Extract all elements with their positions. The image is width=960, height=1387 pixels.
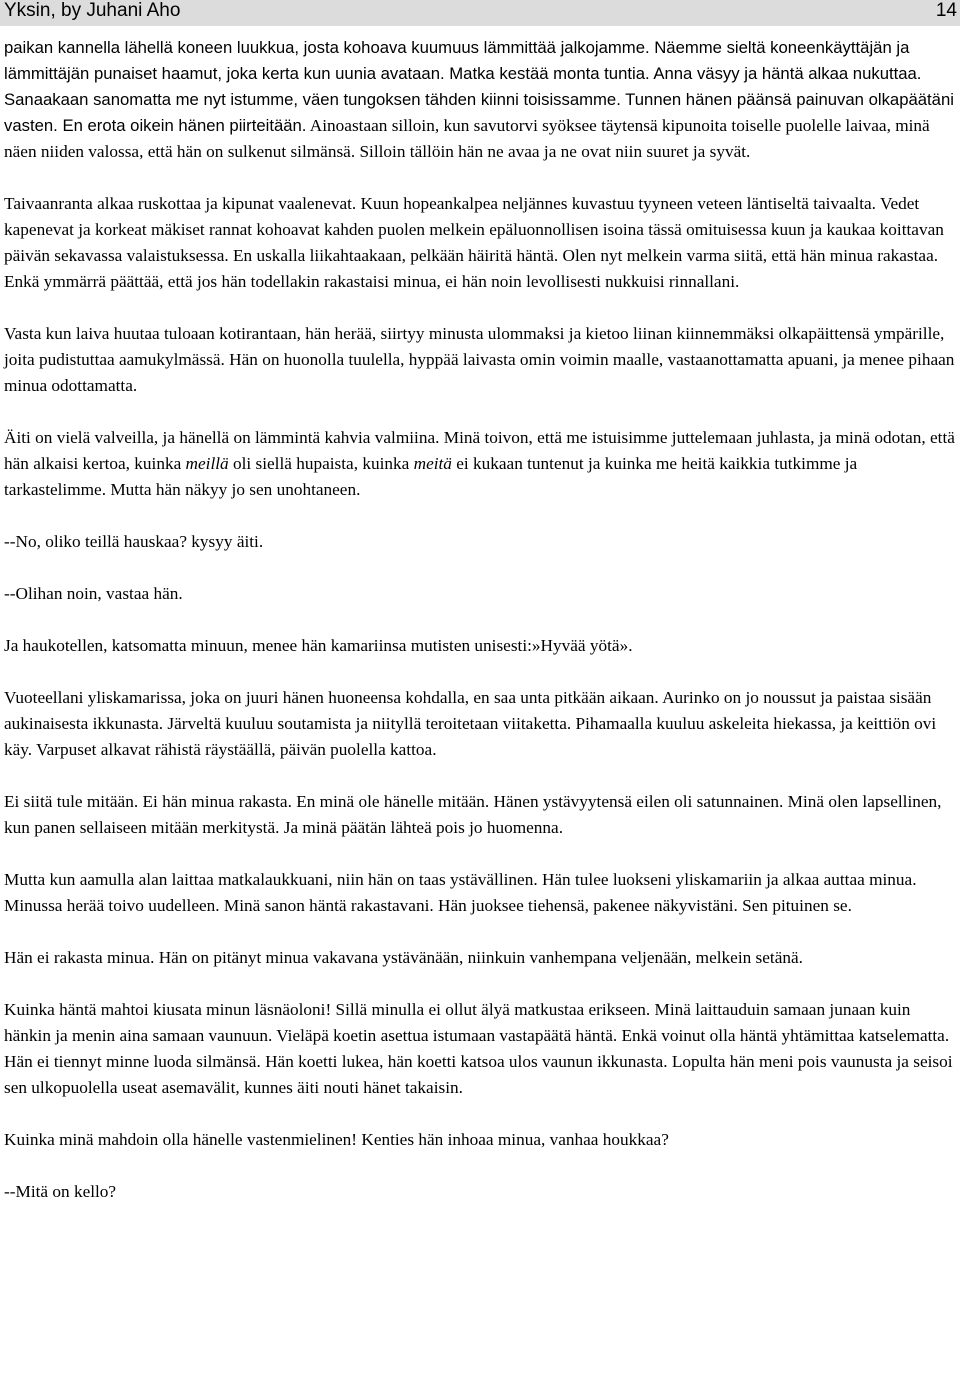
paragraph: --No, oliko teillä hauskaa? kysyy äiti. [4, 532, 264, 551]
book-title: Yksin, by Juhani Aho [4, 0, 181, 21]
emphasis: meillä [185, 454, 229, 473]
paragraph: Ja haukotellen, katsomatta minuun, menee hän kamariinsa mutisten unisesti:»Hyvää yötä». [4, 636, 633, 655]
book-text [4, 35, 958, 1205]
paragraph: Ei siitä tule mitään. Ei hän minua rakasta. En minä ole hänelle mitään. Hänen ystävyytensä eilen oli satunnainen. Minä olen lapsellinen, kun panen sellaiseen mitään merkitystä. Ja minä päätän lähteä pois jo huomenna. [4, 792, 942, 837]
paragraph-text-sans: paikan kannella lähellä koneen luukkua, josta kohoava kuumuus lämmittää jalkojamme. Näemme sieltä koneenkäyttäjän ja lämmittäjän punaiset haamut, joka kerta kun uunia avataan. Matka kestää monta tuntia. Anna väsyy ja häntä alkaa nukuttaa. Sanaakaan sanomatta me nyt istumme, väen tungoksen tähden kiinni toisissamme. Tunnen hänen päänsä painuvan olkapäätäni vasten. En erota oikein hänen piirteitään. [4, 38, 954, 135]
paragraph: --Mitä on kello? [4, 1182, 117, 1201]
paragraph: Kuinka häntä mahtoi kiusata minun läsnäoloni! Sillä minulla ei ollut älyä matkustaa erikseen. Minä laittauduin samaan junaan kuin hänkin ja menin aina samaan vaunuun. Vieläpä koetin asettua istumaan vastapäätä häntä. Enkä voinut olla häntä yhtämittaa katselematta. Hän ei tiennyt minne luoda silmänsä. Hän koetti lukea, hän koetti katsoa ulos vaunun ikkunasta. Lopulta hän meni pois vaunusta ja seisoi sen ulkopuolella useat asemavälit, kunnes äiti nouti hänet takaisin. [4, 1000, 953, 1097]
emphasis: meitä [413, 454, 452, 473]
paragraph: Vasta kun laiva huutaa tuloaan kotirantaan, hän herää, siirtyy minusta ulommaksi ja kietoo liinan kiinnemmäksi olkapäittensä ympärille, joita pudistuttaa aamukylmässä. Hän on huonolla tuulella, hyppää laivasta omin voimin maalle, vastaanottamatta apuani, ja menee pihaan minua odottamatta. [4, 324, 955, 395]
paragraph-text: oli siellä hupaista, kuinka [228, 454, 414, 473]
paragraph [4, 425, 958, 503]
paragraph: Taivaanranta alkaa ruskottaa ja kipunat vaalenevat. Kuun hopeankalpea neljännes kuvastuu tyyneen veteen läntiseltä taivaalta. Vedet kapenevat ja korkeat mäkiset rannat kohoavat kahden puolen melkein epäluonnollisen isoina tässä omituisessa kuun ja kaukaa koittavan päivän sekavassa valaistuksessa. En uskalla liikahtaakaan, pelkään häiritä häntä. Olen nyt melkein varma siitä, että hän minua rakastaa. Enkä ymmärrä päättää, että jos hän todellakin rakastaisi minua, ei hän noin levollisesti nukkuisi rinnallani. [4, 194, 944, 291]
paragraph: Kuinka minä mahdoin olla hänelle vastenmielinen! Kenties hän inhoaa minua, vanhaa houkkaa? [4, 1130, 669, 1149]
paragraph: --Olihan noin, vastaa hän. [4, 584, 183, 603]
paragraph: Vuoteellani yliskamarissa, joka on juuri hänen huoneensa kohdalla, en saa unta pitkään aikaan. Aurinko on jo noussut ja paistaa sisään aukinaisesta ikkunasta. Järveltä kuuluu soutamista ja niityllä teroitetaan viitaketta. Pihamaalla kuuluu askeleita hiekassa, ja keittiön ovi käy. Varpuset alkavat rähistä räystäällä, päivän puolella kattoa. [4, 688, 937, 759]
page-number: 14 [935, 0, 957, 21]
paragraph-text: ei kukaan tuntenut ja kuinka me heitä kaikkia tutkimme ja tarkastelimme. Mutta hän näkyy jo sen unohtaneen. [4, 454, 858, 499]
paragraph-text: Ainoastaan silloin, kun savutorvi syöksee täytensä kipunoita toiselle puolelle laivaa, minä näen niiden valossa, että hän on sulkenut silmänsä. Silloin tällöin hän ne avaa ja ne ovat niin suuret ja syvät. [4, 116, 930, 161]
paragraph-text: Äiti on vielä valveilla, ja hänellä on lämmintä kahvia valmiina. Minä toivon, että me istuisimme juttelemaan juhlasta, ja minä odotan, että hän alkaisi kertoa, kuinka [4, 428, 955, 473]
paragraph [4, 35, 958, 165]
paragraph: Mutta kun aamulla alan laittaa matkalaukkuani, niin hän on taas ystävällinen. Hän tulee luokseni yliskamariin ja alkaa auttaa minua. Minussa herää toivo uudelleen. Minä sanon häntä rakastavani. Hän juoksee tiehensä, pakenee näkyvistäni. Sen pituinen se. [4, 870, 917, 915]
page-header [0, 0, 960, 26]
paragraph: Hän ei rakasta minua. Hän on pitänyt minua vakavana ystävänään, niinkuin vanhempana veljenään, melkein setänä. [4, 948, 803, 967]
